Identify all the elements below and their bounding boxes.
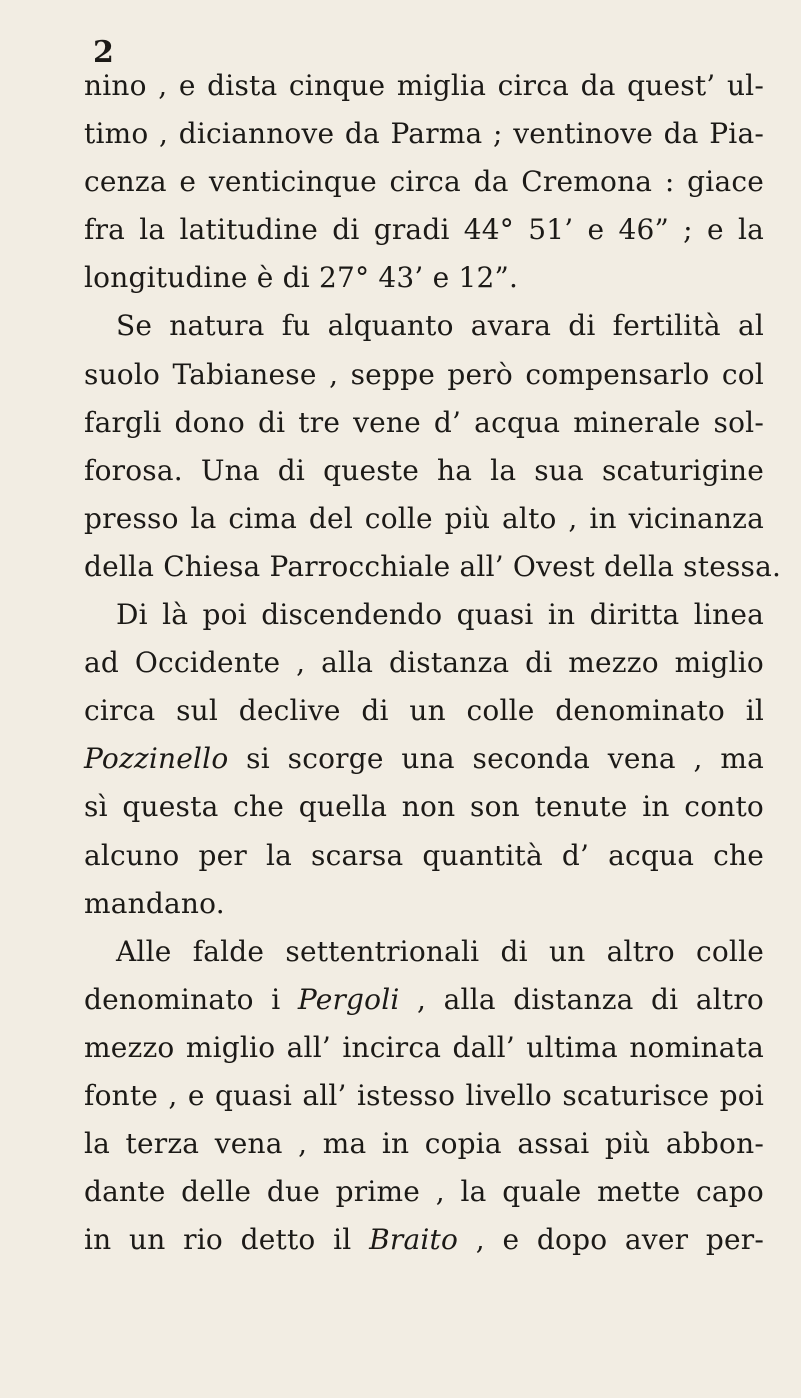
text-line: dante delle due prime , la quale mette capo — [84, 1175, 764, 1209]
text-line: presso la cima del colle più alto , in vicinanza — [84, 501, 764, 535]
text-line: ad Occidente , alla distanza di mezzo miglio — [84, 646, 764, 680]
text-line: suolo Tabianese , seppe però compensarlo col — [84, 357, 764, 391]
text-line: in un rio detto il Braito , e dopo aver per- — [84, 1223, 764, 1257]
paragraph-4 — [84, 928, 764, 1265]
italic-name: Pozzinello — [84, 742, 229, 776]
text-line: circa sul declive di un colle denominato il — [84, 694, 764, 728]
body-text — [84, 62, 782, 1264]
text-line: cenza e venticinque circa da Cremona : giace — [84, 165, 764, 199]
text-line: la terza vena , ma in copia assai più abbon- — [84, 1127, 764, 1161]
text-line: mezzo miglio all’ incirca dall’ ultima nominata — [84, 1030, 764, 1064]
text-line: Di là poi discendendo quasi in diritta linea — [116, 598, 764, 632]
page-number: 2 — [93, 35, 114, 70]
paragraph-1 — [84, 62, 764, 302]
text-line: fra la latitudine di gradi 44° 51’ e 46” ; e la — [84, 213, 764, 247]
text-line: Alle falde settentrionali di un altro colle — [116, 934, 764, 968]
text-line: sì questa che quella non son tenute in conto — [84, 790, 764, 824]
text-line: fargli dono di tre vene d’ acqua minerale sol- — [84, 405, 764, 439]
text-line: forosa. Una di queste ha la sua scaturigine — [84, 453, 764, 487]
paragraph-3 — [84, 591, 764, 928]
italic-name: Braito — [369, 1223, 459, 1257]
text-line: Pozzinello si scorge una seconda vena , ma — [84, 742, 764, 776]
paragraph-2 — [84, 302, 782, 591]
text-line: della Chiesa Parrocchiale all’ Ovest della stessa. — [84, 549, 782, 583]
text-line: mandano. — [84, 886, 225, 920]
text-line: fonte , e quasi all’ istesso livello scaturisce poi — [84, 1078, 764, 1112]
text-line: longitudine è di 27° 43’ e 12”. — [84, 261, 519, 295]
text-line: Se natura fu alquanto avara di fertilità al — [116, 309, 764, 343]
text-line: nino , e dista cinque miglia circa da quest’ ul- — [84, 69, 764, 102]
italic-name: Pergoli — [297, 982, 400, 1016]
text-line: denominato i Pergoli , alla distanza di altro — [84, 982, 764, 1016]
text-line: timo , diciannove da Parma ; ventinove da Pia- — [84, 117, 764, 151]
text-line: alcuno per la scarsa quantità d’ acqua che — [84, 838, 764, 872]
